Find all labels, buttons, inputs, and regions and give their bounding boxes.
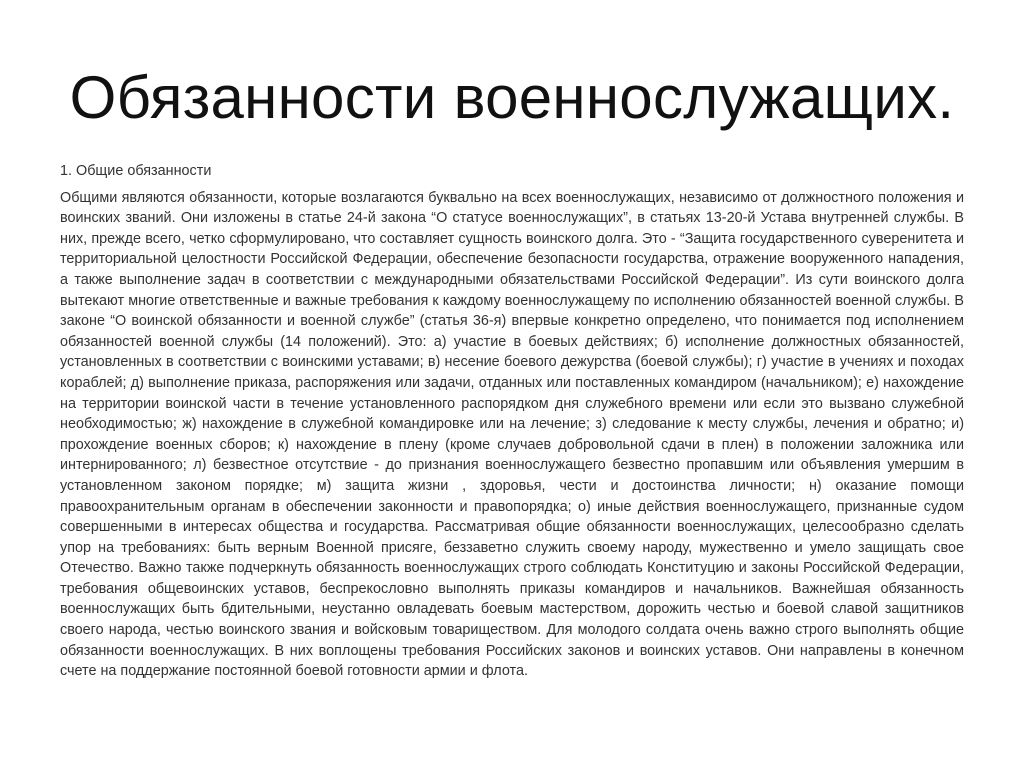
section-heading: 1. Общие обязанности xyxy=(60,163,212,179)
slide-content xyxy=(60,161,964,682)
slide-title: Обязанности военнослужащих. xyxy=(69,64,955,131)
body-paragraph: Общими являются обязанности, которые возлагаются буквально на всех военнослужащих, независимо от должностного положения и воинских званий. Они изложены в статье 24-й закона “О статусе военнослужащих”, в статьях 13-20-й Устава внутренней службы. В них, прежде всего, четко сформулировано, что составляет сущность воинского долга. Это - “Защита государственного суверенитета и территориальной целостности Российской Федерации, обеспечение безопасности государства, отражение вооруженного нападения, а также выполнение задач в соответствии с международными обязательствами Российской Федерации”. Из сути воинского долга вытекают многие ответственные и важные требования к каждому военнослужащему по исполнению обязанностей военной службы. В законе “О воинской обязанности и военной службе” (статья 36-я) впервые конкретно определено, что понимается под исполнением обязанностей военной службы (14 положений). Это: а) участие в боевых действиях; б) исполнение должностных обязанностей, установленных в соответствии с воинскими уставами; в) несение боевого дежурства (боевой службы); г) участие в учениях и походах кораблей; д) выполнение приказа, распоряжения или задачи, отданных или поставленных командиром (начальником); е) нахождение на территории воинской части в течение установленного распорядком дня служебного времени или если это вызвано служебной необходимостью; ж) нахождение в служебной командировке или на лечение; з) следование к месту службы, лечения и обратно; и) прохождение военных сборов; к) нахождение в плену (кроме случаев добровольной сдачи в плен) в положении заложника или интернированного; л) безвестное отсутствие - до признания военнослужащего безвестно пропавшим или объявления умершим в установленном законом порядке; м) защита жизни , здоровья, чести и достоинства личности; н) оказание помощи правоохранительным органам в обеспечении законности и правопорядка; о) иные действия военнослужащего, признанные судом совершенными в интересах общества и государства. Рассматривая общие обязанности военнослужащих, целесообразно сделать упор на требованиях: быть верным Военной присяге, беззаветно служить своему народу, мужественно и умело защищать свое Отечество. Важно также подчеркнуть обязанность военнослужащих строго соблюдать Конституцию и законы Российской Федерации, требования общевоинских уставов, беспрекословно выполнять приказы командиров и начальников. Важнейшая обязанность военнослужащих быть бдительными, неустанно овладевать боевым мастерством, дорожить честью и боевой славой защитников своего народа, честью воинского звания и войсковым товариществом. Для молодого солдата очень важно строго выполнять общие обязанности военнослужащих. В них воплощены требования Российских законов и воинских уставов. Они направлены в конечном счете на поддержание постоянной боевой готовности армии и флота. xyxy=(60,189,964,680)
